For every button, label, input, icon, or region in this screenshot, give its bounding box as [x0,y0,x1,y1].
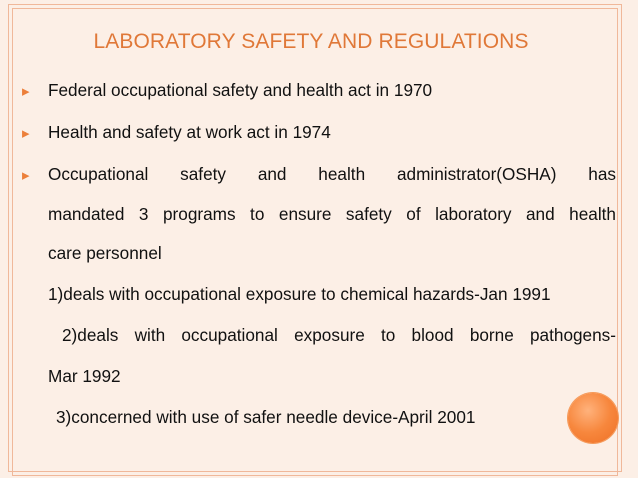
slide-title: LABORATORY SAFETY AND REGULATIONS [93,30,529,53]
program-2: 2)deals with occupational exposure to blood borne pathogens- [62,325,616,345]
bullet-item-1: Federal occupational safety and health act in 1970 [48,80,433,100]
bullet-item-3-continued-2: care personnel [48,243,162,263]
bullet-icon: ▸︎ [22,167,30,184]
bullet-item-2: Health and safety at work act in 1974 [48,122,331,142]
slide-frame-inner [12,8,618,476]
bullet-item-3-continued: mandated 3 programs to ensure safety of laboratory and health [48,204,616,224]
bullet-icon: ▸︎ [22,125,30,142]
decorative-orb [568,393,618,443]
bullet-icon: ▸︎ [22,83,30,100]
program-2-continued: Mar 1992 [48,366,121,386]
program-3: 3)concerned with use of safer needle device-April 2001 [56,407,476,427]
bullet-item-3: Occupational safety and health administrator(OSHA) has [48,164,616,184]
program-1: 1)deals with occupational exposure to chemical hazards-Jan 1991 [48,284,551,304]
